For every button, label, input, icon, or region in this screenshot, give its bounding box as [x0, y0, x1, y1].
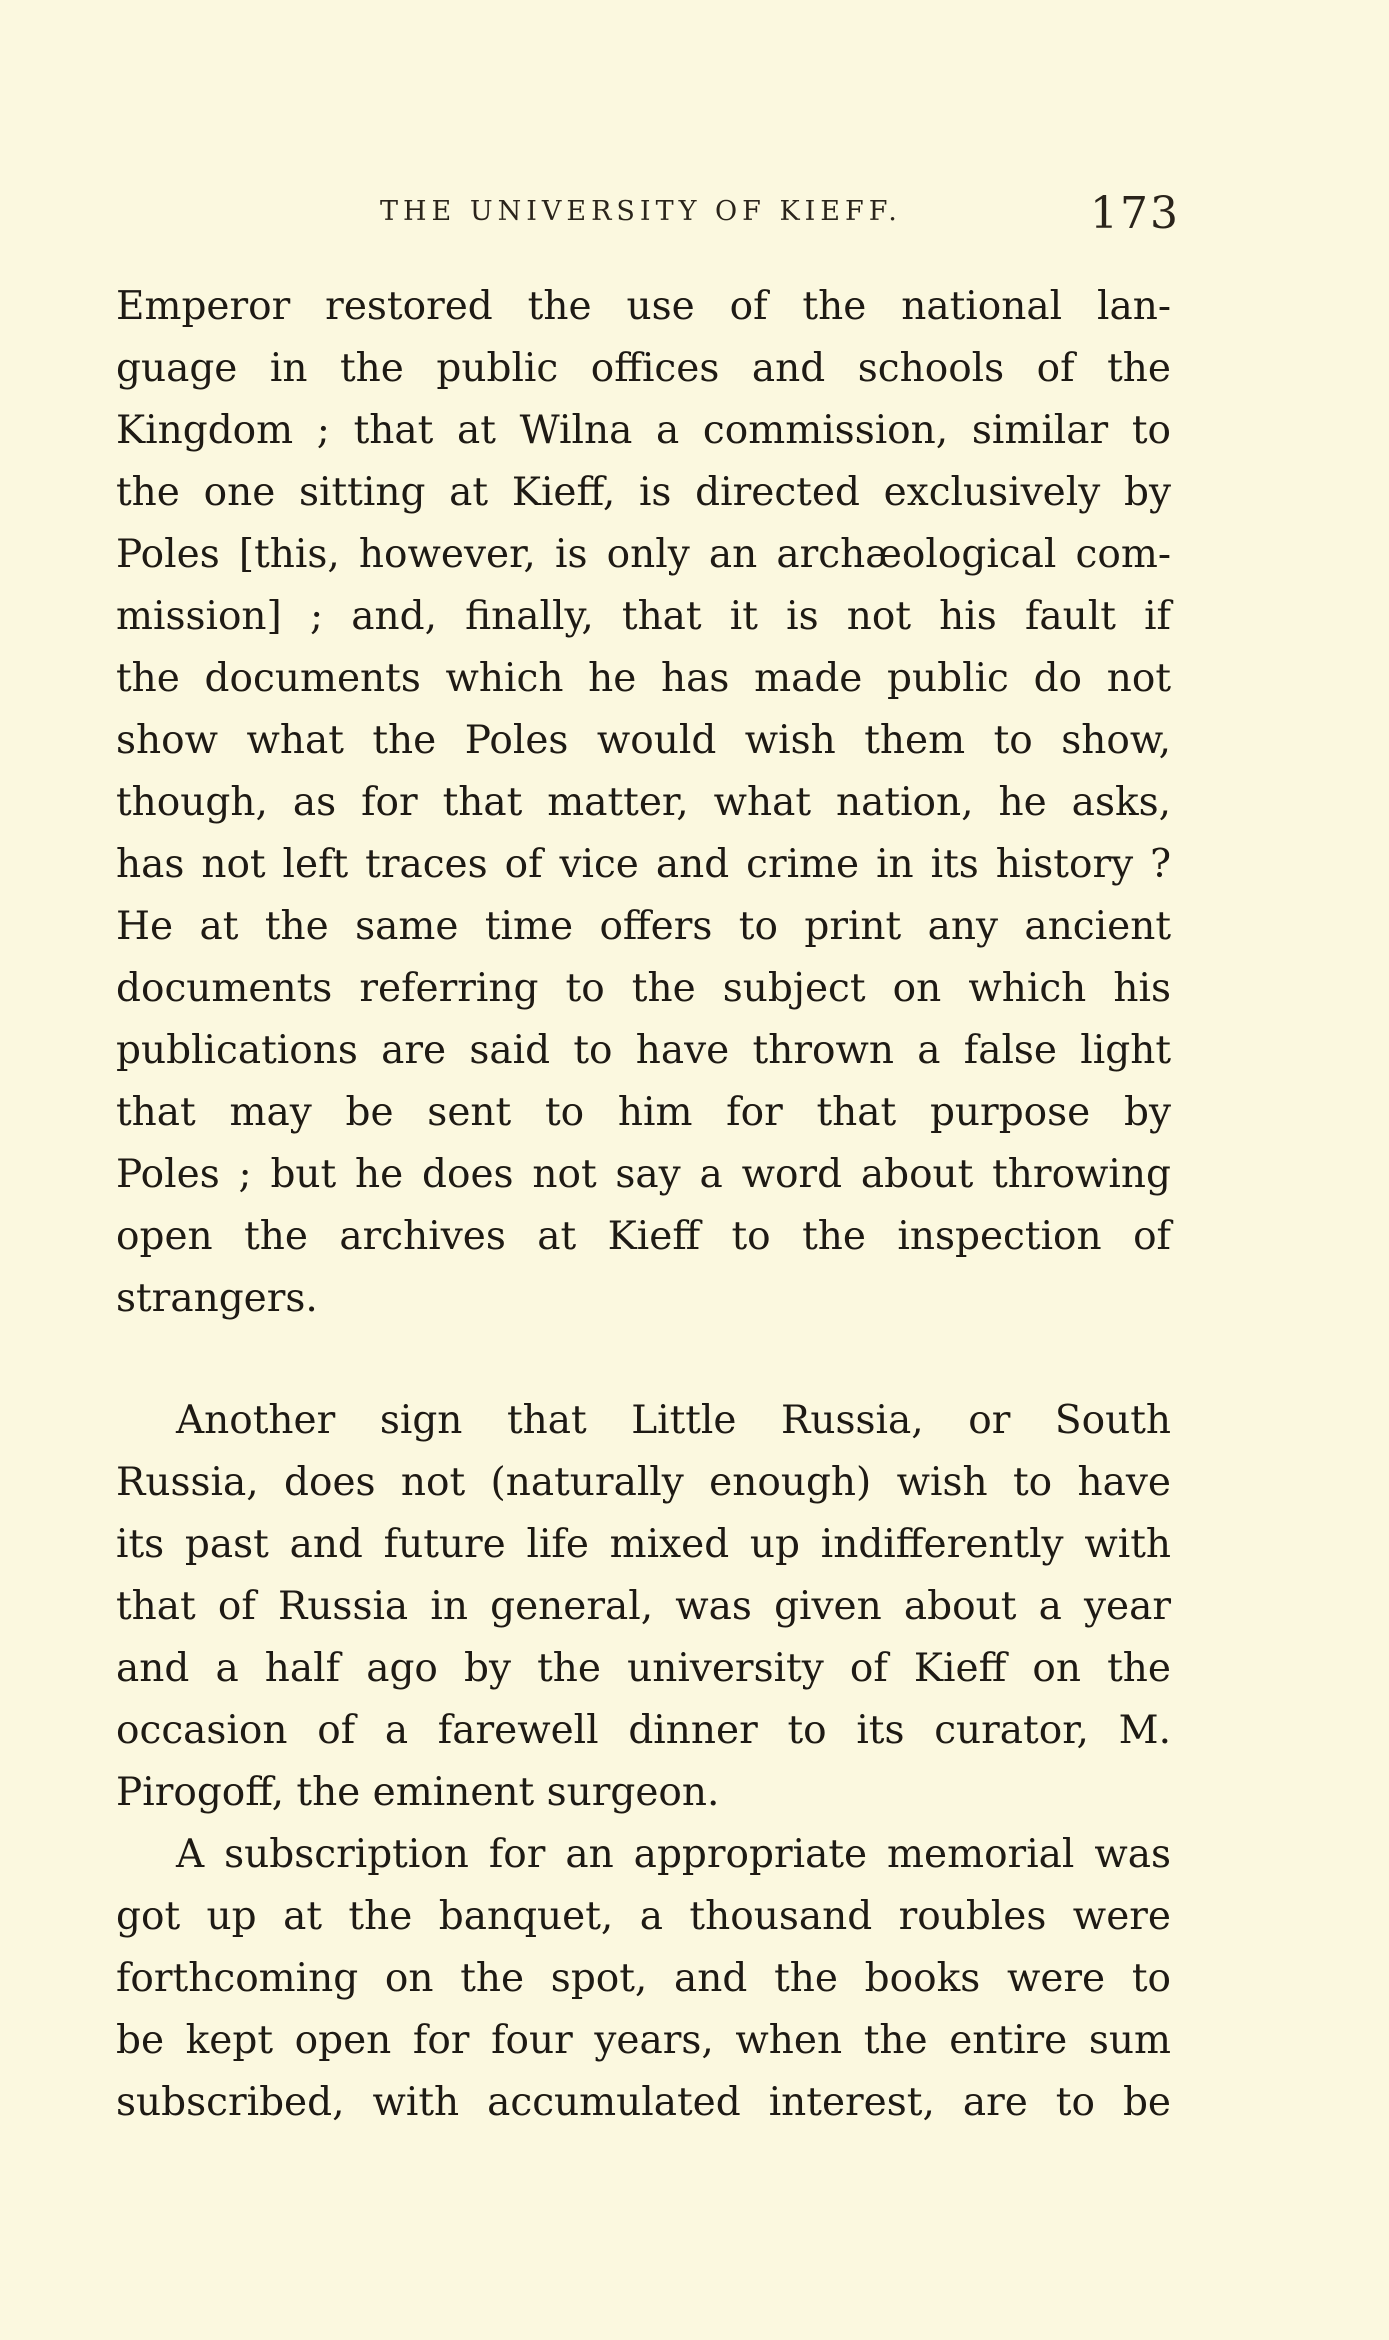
text-line: show what the Poles would wish them to show,	[116, 718, 1171, 763]
text-line: the one sitting at Kieff, is directed exclusively by	[116, 470, 1171, 515]
text-line: publications are said to have thrown a false light	[116, 1028, 1171, 1073]
text-line: Poles ; but he does not say a word about throwing	[116, 1152, 1171, 1197]
text-line: mission] ; and, finally, that it is not his fault if	[116, 594, 1171, 639]
text-line: He at the same time offers to print any ancient	[116, 904, 1171, 949]
text-line: Emperor restored the use of the national lan-	[116, 284, 1171, 329]
text-line: Russia, does not (naturally enough) wish to have	[116, 1460, 1171, 1505]
text-line: got up at the banquet, a thousand roubles were	[116, 1894, 1171, 1939]
text-line: the documents which he has made public do not	[116, 656, 1171, 701]
text-line: be kept open for four years, when the entire sum	[116, 2018, 1171, 2063]
text-line: Pirogoff, the eminent surgeon.	[116, 1770, 720, 1815]
text-line: its past and future life mixed up indifferently with	[116, 1522, 1171, 1567]
body-text	[116, 276, 1171, 2134]
text-line: that of Russia in general, was given about a year	[116, 1584, 1171, 1629]
text-line: has not left traces of vice and crime in its history ?	[116, 842, 1171, 887]
text-line: that may be sent to him for that purpose by	[116, 1090, 1171, 1135]
page-header	[0, 188, 1389, 246]
text-line: strangers.	[116, 1276, 318, 1321]
text-line: open the archives at Kieff to the inspection of	[116, 1214, 1171, 1259]
text-line: subscribed, with accumulated interest, are to be	[116, 2080, 1171, 2125]
running-title: THE UNIVERSITY OF KIEFF.	[380, 196, 902, 227]
text-line: A subscription for an appropriate memorial was	[176, 1832, 1171, 1877]
paragraph	[116, 1390, 1171, 1824]
text-line: occasion of a farewell dinner to its curator, M.	[116, 1708, 1171, 1753]
text-line: documents referring to the subject on which his	[116, 966, 1171, 1011]
paragraph	[116, 276, 1171, 1330]
text-line: Another sign that Little Russia, or South	[176, 1398, 1171, 1443]
text-line: Poles [this, however, is only an archæological com-	[116, 532, 1171, 577]
paragraph-gap	[116, 1330, 1171, 1390]
page-number: 173	[1090, 188, 1180, 239]
paragraph	[116, 1824, 1171, 2134]
text-line: Kingdom ; that at Wilna a commission, similar to	[116, 408, 1171, 453]
text-line: forthcoming on the spot, and the books were to	[116, 1956, 1171, 2001]
text-line: and a half ago by the university of Kieff on the	[116, 1646, 1171, 1691]
text-line: though, as for that matter, what nation, he asks,	[116, 780, 1171, 825]
text-line: guage in the public offices and schools of the	[116, 346, 1171, 391]
